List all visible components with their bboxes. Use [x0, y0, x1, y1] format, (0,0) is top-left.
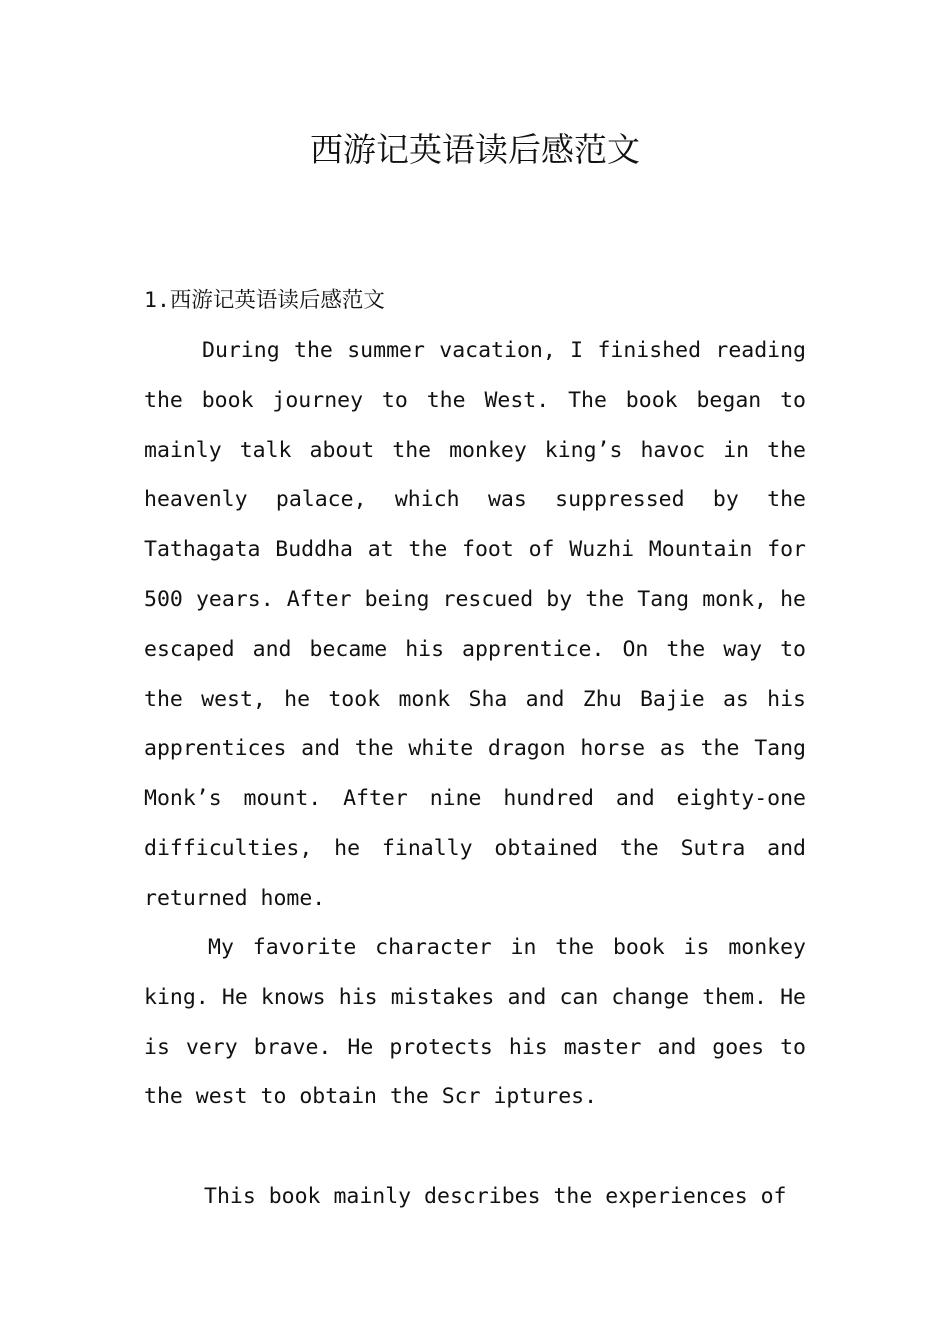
paragraph-1-text: During the summer vacation, I finished reading the book journey to the West. The book began to mainly talk about the monkey king’s havoc in the heavenly palace, which was suppressed by the Tathagata Buddha at the foot of Wuzhi Mountain for 500 years. After being rescued by the Tang monk, he escaped and became his apprentice. On the way to the west, he took monk Sha and Zhu Bajie as his apprentices and the white dragon horse as the Tang Monk’s mount. After nine hundred and eighty-one difficulties, he finally obtained the Sutra and returned home.: [144, 338, 806, 911]
section-heading: 1.西游记英语读后感范文: [144, 288, 385, 313]
paragraph-1: [144, 326, 806, 924]
document-title: 西游记英语读后感范文: [310, 130, 640, 169]
paragraph-3-text: This book mainly describes the experiences of: [204, 1184, 787, 1209]
paragraph-3: [144, 1172, 806, 1222]
paragraph-2: [144, 923, 806, 1122]
paragraph-2-text: My favorite character in the book is monkey king. He knows his mistakes and can change them. He is very brave. He protects his master and goes to the west to obtain the Scr iptures.: [144, 935, 806, 1110]
